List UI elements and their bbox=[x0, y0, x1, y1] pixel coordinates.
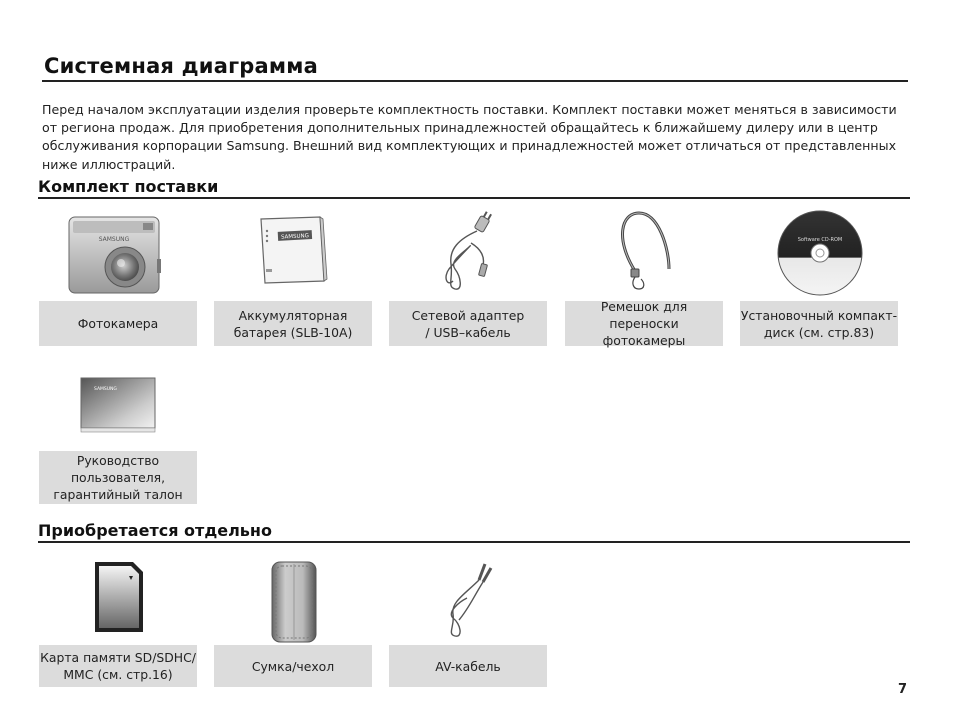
manual-brand-text: SAMSUNG bbox=[94, 387, 117, 392]
label-manual: Руководство пользователя, гарантийный талон bbox=[39, 451, 197, 504]
label-av-cable: AV-кабель bbox=[389, 645, 547, 687]
label-case: Сумка/чехол bbox=[214, 645, 372, 687]
cd-label-text: Software CD-ROM bbox=[797, 237, 843, 243]
strap-icon bbox=[565, 209, 723, 299]
sd-card-icon bbox=[39, 558, 197, 648]
camera-icon bbox=[39, 209, 197, 299]
label-battery: Аккумуляторная батарея (SLB-10A) bbox=[214, 301, 372, 346]
intro-paragraph: Перед началом эксплуатации изделия проверьте комплектность поставки. Комплект поставки может меняться в зависимости от региона продаж. Для приобретения дополнительных принадлежностей обращайтесь к ближайшему дилеру или в центр обслуживания корпорации Samsung. Внешний вид комплектующих и принадлежностей может отличаться от представленных ниже иллюстраций. bbox=[42, 102, 897, 172]
label-sd-card: Карта памяти SD/SDHC/ MMC (см. стр.16) bbox=[39, 645, 197, 687]
label-camera: Фотокамера bbox=[39, 301, 197, 346]
section-divider-optional bbox=[38, 541, 910, 543]
label-strap: Ремешок для переноски фотокамеры bbox=[565, 301, 723, 346]
case-icon bbox=[214, 558, 372, 648]
cd-icon bbox=[740, 209, 898, 299]
section-heading-included: Комплект поставки bbox=[38, 177, 219, 196]
page-number: 7 bbox=[898, 682, 908, 697]
av-cable-icon bbox=[389, 558, 547, 648]
usb-cable-icon bbox=[389, 209, 547, 299]
battery-icon bbox=[214, 209, 372, 299]
camera-brand-text: SAMSUNG bbox=[98, 236, 130, 243]
title-divider bbox=[42, 80, 908, 82]
label-cd: Установочный компакт- диск (см. стр.83) bbox=[740, 301, 898, 346]
battery-brand-text: SAMSUNG bbox=[280, 233, 310, 241]
label-adapter-usb: Сетевой адаптер / USB–кабель bbox=[389, 301, 547, 346]
page-title: Системная диаграмма bbox=[44, 54, 318, 78]
manual-icon bbox=[39, 364, 197, 454]
section-divider-included bbox=[38, 197, 910, 199]
section-heading-optional: Приобретается отдельно bbox=[38, 521, 272, 540]
